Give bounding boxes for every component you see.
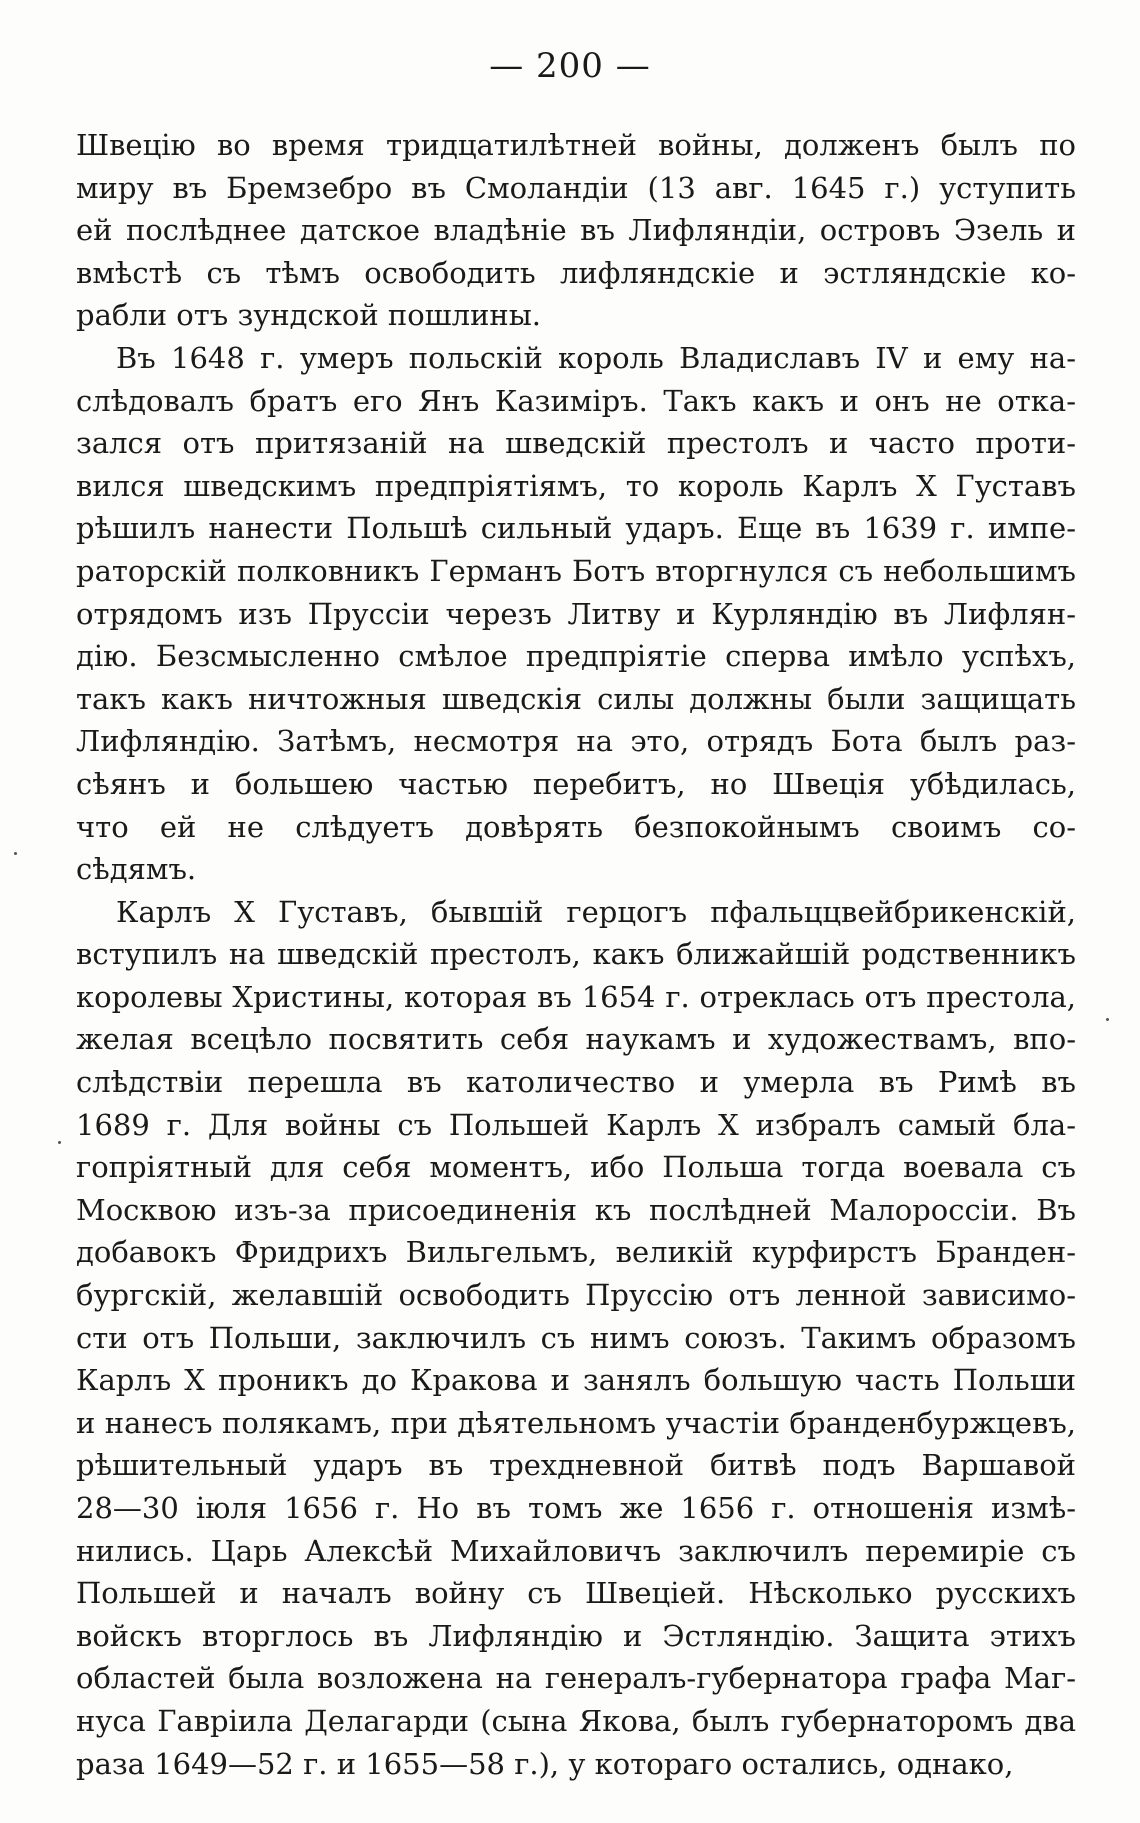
text-line: Карлъ X проникъ до Кракова и занялъ большую часть Польши [76, 1363, 1076, 1398]
text-line: Москвою изъ-за присоединенія къ послѣдней Малороссіи. Въ [76, 1192, 1076, 1227]
text-line: Въ 1648 г. умеръ польскій король Владиславъ IV и ему на- [116, 340, 1076, 375]
text-line: слѣдовалъ братъ его Янъ Казиміръ. Такъ какъ и онъ не отка- [76, 383, 1076, 418]
text-line: отрядомъ изъ Пруссіи черезъ Литву и Курляндію въ Лифлян- [76, 596, 1076, 631]
text-line: сти отъ Польши, заключилъ съ нимъ союзъ. Такимъ образомъ [76, 1320, 1076, 1355]
text-line: такъ какъ ничтожныя шведскія силы должны были защищать [76, 681, 1076, 716]
text-line: раза 1649—52 г. и 1655—58 г.), у котораго остались, однако, [76, 1746, 1014, 1781]
text-line: нуса Гавріила Делагарди (сына Якова, былъ губернаторомъ два [76, 1703, 1076, 1738]
text-line: вступилъ на шведскій престолъ, какъ ближайшій родственникъ [76, 937, 1076, 972]
scan-speck [14, 852, 17, 855]
text-line: и нанесъ полякамъ, при дѣятельномъ участіи бранденбуржцевъ, [76, 1405, 1076, 1440]
text-line: что ей не слѣдуетъ довѣрять безпокойнымъ своимъ со- [76, 809, 1076, 844]
text-line: войскъ вторглось въ Лифляндію и Эстляндію. Защита этихъ [76, 1618, 1076, 1653]
text-line: 1689 г. Для войны съ Польшей Карлъ X избралъ самый бла- [76, 1107, 1076, 1142]
text-line: желая всецѣло посвятить себя наукамъ и художествамъ, впо- [76, 1022, 1076, 1057]
text-line: бургскій, желавшій освободить Пруссію отъ ленной зависимо- [76, 1278, 1076, 1313]
scan-speck [1106, 1018, 1109, 1021]
scan-speck [58, 1141, 61, 1144]
text-line: Польшей и началъ войну съ Швеціей. Нѣсколько русскихъ [76, 1576, 1076, 1611]
page-number: — 200 — [489, 46, 651, 86]
text-line: 28—30 іюля 1656 г. Но въ томъ же 1656 г. отношенія измѣ- [76, 1491, 1076, 1525]
text-line: сѣдямъ. [76, 852, 197, 887]
text-line: вился шведскимъ предпріятіямъ, то король Карлъ X Густавъ [76, 468, 1076, 503]
text-line: королевы Христины, которая въ 1654 г. отреклась отъ престола, [76, 979, 1076, 1014]
text-line: гопріятный для себя моментъ, ибо Польша тогда воевала съ [76, 1150, 1076, 1185]
text-line: вмѣстѣ съ тѣмъ освободить лифляндскіе и эстляндскіе ко- [76, 255, 1076, 290]
text-line: раторскій полковникъ Германъ Ботъ вторгнулся съ небольшимъ [76, 553, 1076, 588]
text-line: рабли отъ зундской пошлины. [76, 298, 542, 333]
text-line: сѣянъ и большею частью перебитъ, но Швеція убѣдилась, [76, 766, 1076, 801]
text-line: рѣшилъ нанести Польшѣ сильный ударъ. Еще въ 1639 г. импе- [76, 511, 1076, 546]
text-line: Швецію во время тридцатилѣтней войны, долженъ былъ по [76, 128, 1076, 162]
text-line: зался отъ притязаній на шведскій престолъ и часто проти- [76, 426, 1076, 461]
text-line: областей была возложена на генералъ-губернатора графа Маг- [76, 1661, 1076, 1696]
text-line: Лифляндію. Затѣмъ, несмотря на это, отрядъ Бота былъ раз- [76, 724, 1076, 759]
text-line: ей послѣднее датское владѣніе въ Лифляндіи, островъ Эзель и [76, 213, 1076, 248]
text-line: дію. Безсмысленно смѣлое предпріятіе сперва имѣло успѣхъ, [76, 639, 1076, 674]
text-line: миру въ Бремзебро въ Смоландіи (13 авг. 1645 г.) уступить [76, 170, 1076, 205]
body-text [76, 124, 1076, 1785]
text-line: Карлъ X Густавъ, бывшій герцогъ пфальццвейбрикенскій, [116, 894, 1076, 929]
text-line: нились. Царь Алексѣй Михайловичъ заключилъ перемиріе съ [76, 1533, 1076, 1568]
text-line: слѣдствіи перешла въ католичество и умерла въ Римѣ въ [76, 1065, 1076, 1100]
text-line: добавокъ Фридрихъ Вильгельмъ, великій курфирстъ Бранден- [76, 1235, 1076, 1270]
text-line: рѣшительный ударъ въ трехдневной битвѣ подъ Варшавой [76, 1448, 1076, 1483]
